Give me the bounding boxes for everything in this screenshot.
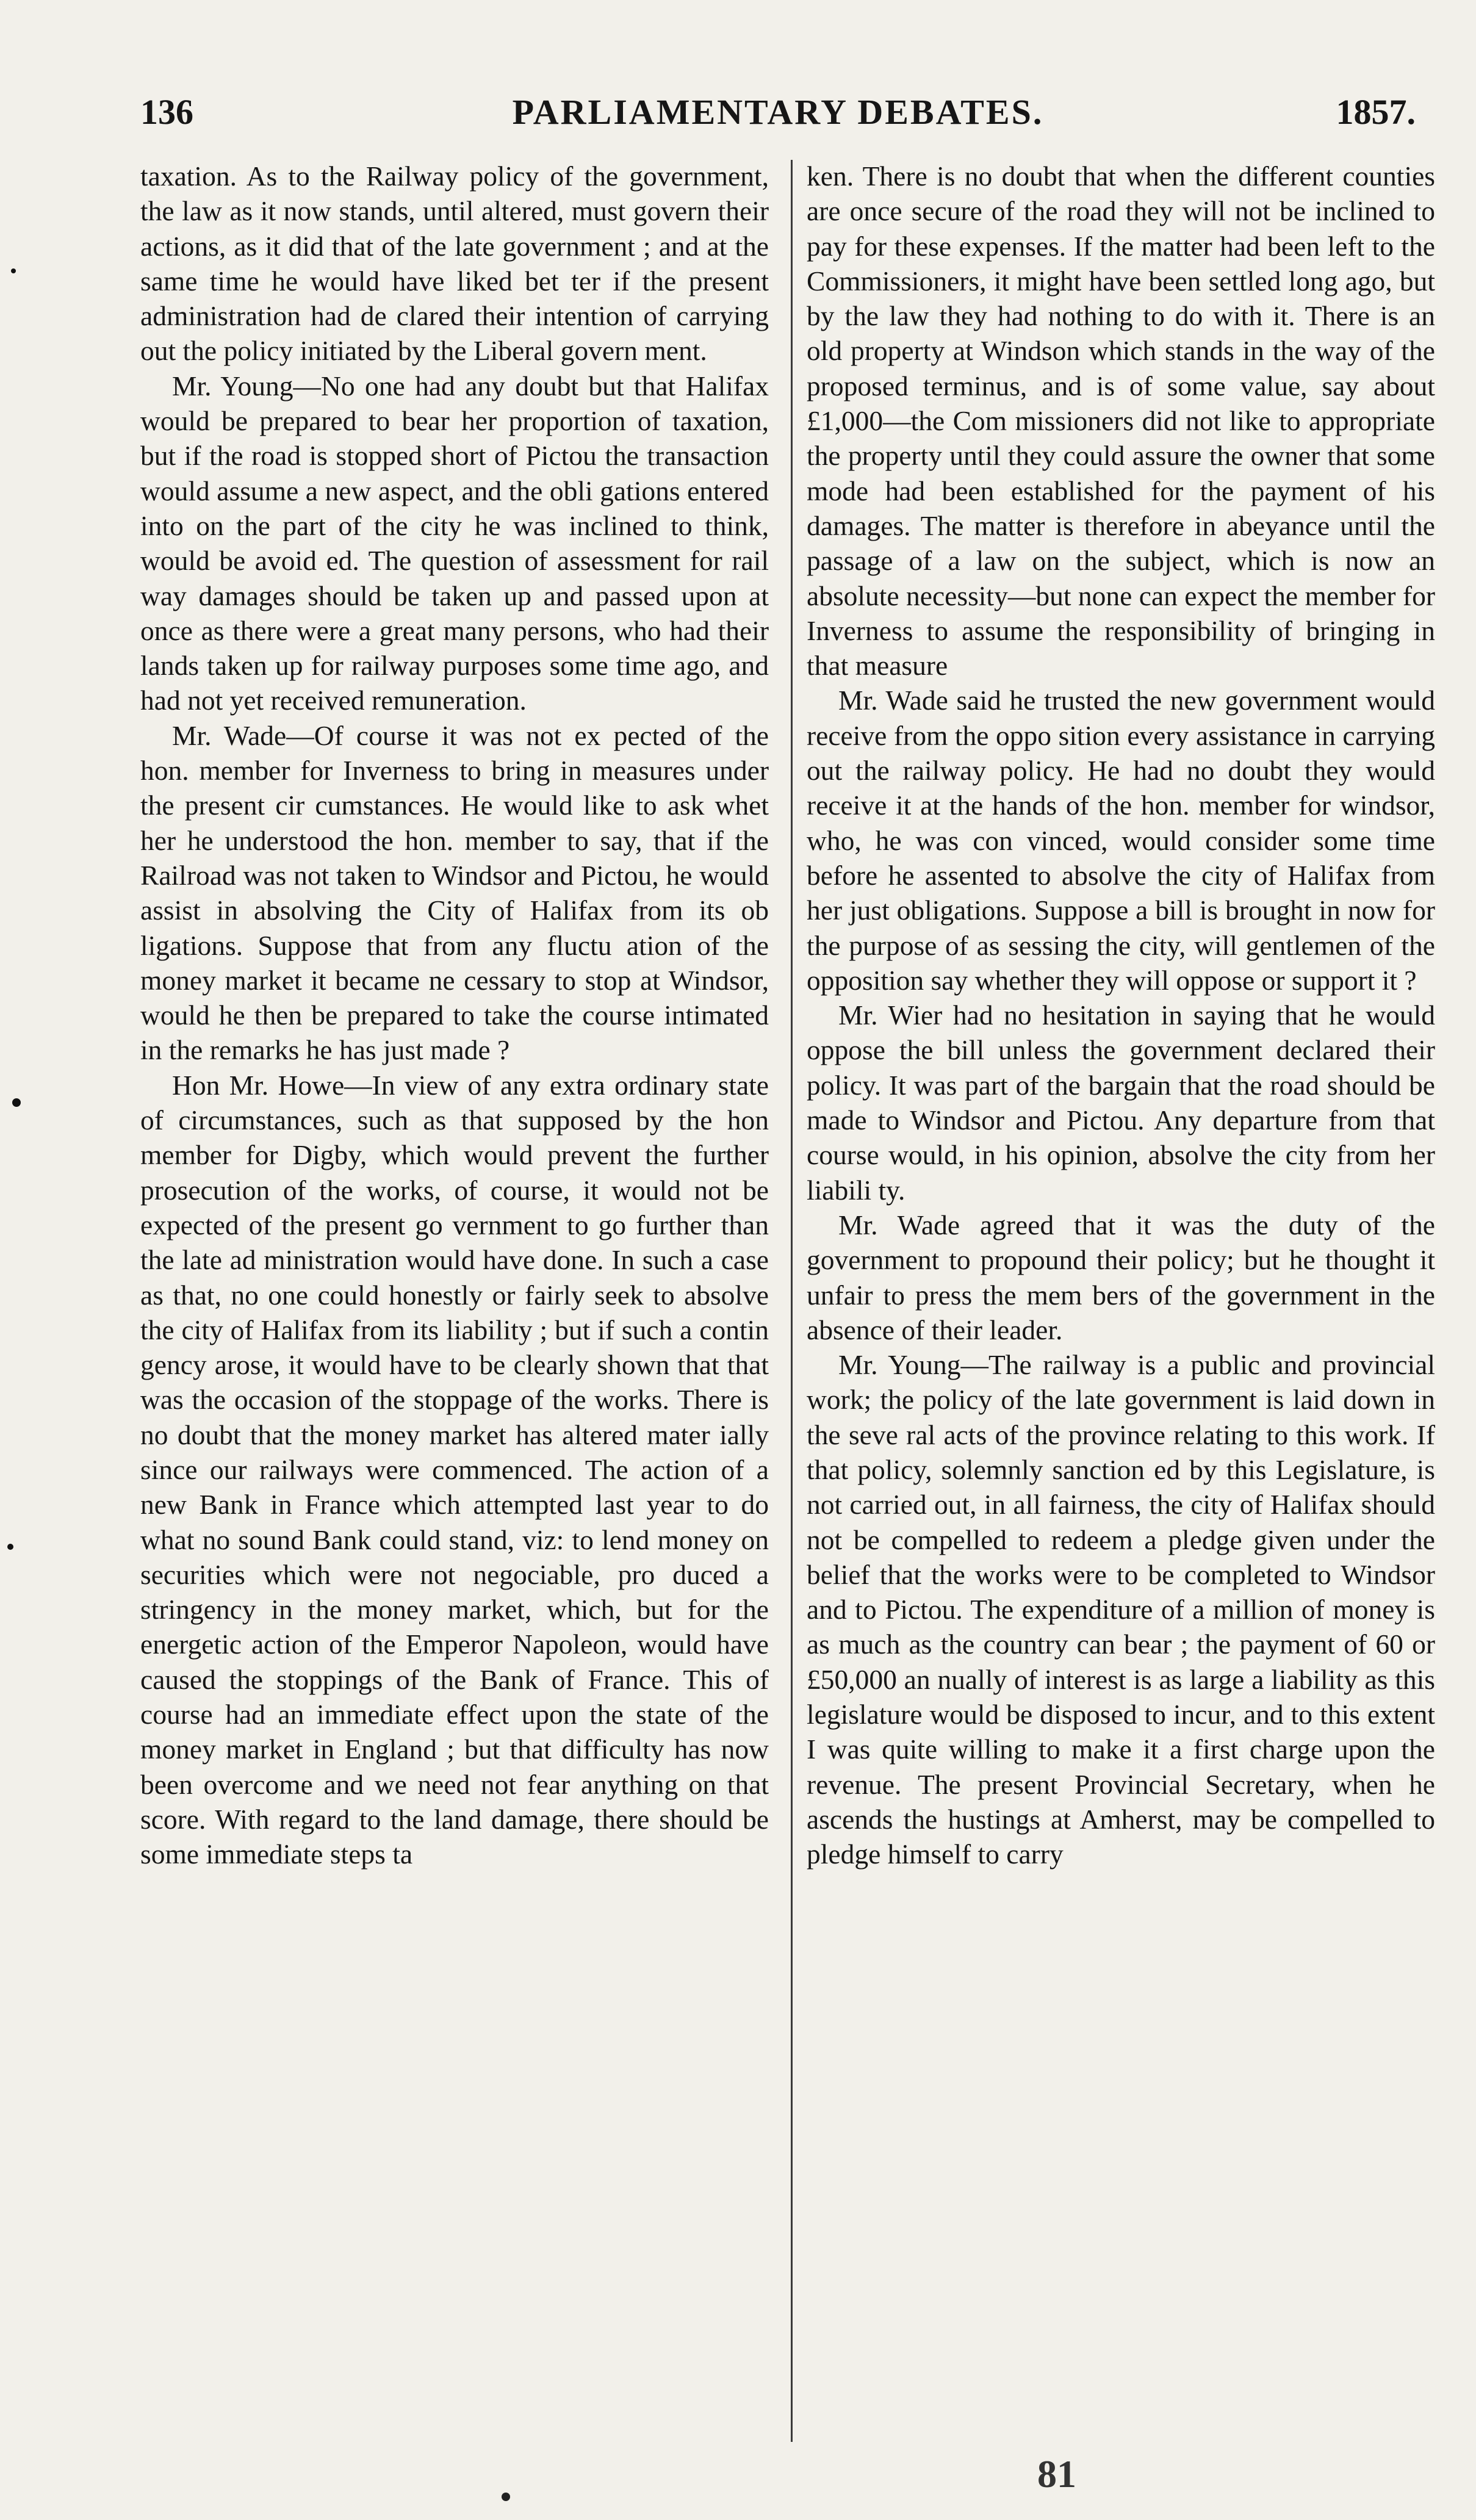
right-text-column [807, 159, 1435, 1872]
column-divider [791, 160, 793, 2442]
paragraph: Mr. Wade agreed that it was the duty of the government to propound their policy; but he thought it unfair to press the mem bers of the government in the absence of their leader. [807, 1209, 1435, 1345]
printer-signature: 81 [1037, 2452, 1076, 2496]
left-text-column [140, 159, 769, 1872]
paragraph: Mr. Young—No one had any doubt but that Halifax would be prepared to bear her proportion of taxation, but if the road is stopped short of Pictou the transaction would assume a new aspect, and the obli gations entered into on the part of the city he was inclined to think, would be avoid ed. The question of assessment for rail way damages should be taken up and passed upon at once as there were a great many persons, who had their lands taken up for railway purposes some time ago, and had not yet received remuneration. [140, 370, 769, 716]
paragraph: ken. There is no doubt that when the different counties are once secure of the road they will not be inclined to pay for these expenses. If the matter had been left to the Commissioners, it might have been settled long ago, but by the law they had nothing to do with it. There is an old property at Windson which stands in the way of the proposed terminus, and is of some value, say about £1,000—the Com missioners did not like to appropriate the property until they could assure the owner that some mode had been established for the payment of his damages. The matter is therefore in abeyance until the passage of a law on the subject, which is now an absolute necessity—but none can expect the member for Inverness to assume the responsibility of bringing in that measure [807, 160, 1435, 682]
paragraph: taxation. As to the Railway policy of the government, the law as it now stands, until altered, must govern their actions, as it did that of the late government ; and at the same time he would have liked bet ter if the present administration had de clared their intention of carrying out the policy initiated by the Liberal govern ment. [140, 160, 769, 367]
paragraph: Hon Mr. Howe—In view of any extra ordinary state of circumstances, such as that supposed by the hon member for Digby, which would prevent the further prosecution of the works, of course, it would not be expected of the present go vernment to go further than the late ad ministration would have done. In such a case as that, no one could honestly or fairly seek to absolve the city of Halifax from its liability ; but if such a contin gency arose, it would have to be clearly shown that that was the occasion of the stoppage of the works. There is no doubt that the money market has altered mater ially since our railways were commenced. The action of a new Bank in France which attempted last year to do what no sound Bank could stand, viz: to lend money on securities which were not negociable, pro duced a stringency in the money market, which, but for the energetic action of the Emperor Napoleon, would have caused the stoppings of the Bank of France. This of course had an immediate effect upon the state of the money market in England ; but that difficulty has now been overcome and we need not fear anything on that score. With regard to the land damage, there should be some immediate steps ta [140, 1069, 769, 1870]
paragraph: Mr. Young—The railway is a public and provincial work; the policy of the late government is laid down in the seve ral acts of the province relating to this work. If that policy, solemnly sanction ed by this Legislature, is not carried out, in all fairness, the city of Halifax should not be compelled to redeem a pledge given under the belief that the works were to be completed to Windsor and to Pictou. The expenditure of a million of money is as much as the country can bear ; the payment of 60 or £50,000 an nually of interest is as large a liability as this legislature would be disposed to incur, and to this extent I was quite willing to make it a first charge upon the revenue. The present Provincial Secretary, when he ascends the hustings at Amherst, may be compelled to pledge himself to carry [807, 1349, 1435, 1870]
page-number: 136 [140, 92, 193, 132]
margin-speck [12, 1098, 21, 1107]
page-header [140, 92, 1416, 146]
running-title: PARLIAMENTARY DEBATES. [512, 92, 1044, 132]
footer-speck [502, 2493, 510, 2501]
paragraph: Mr. Wade—Of course it was not ex pected of the hon. member for Inverness to bring in measures under the present cir cumstances. He would like to ask whet her he understood the hon. member to say, that if the Railroad was not taken to Windsor and Pictou, he would assist in absolving the City of Halifax from its ob ligations. Suppose that from any fluctu ation of the money market it became ne cessary to stop at Windsor, would he then be prepared to take the course intimated in the remarks he has just made ? [140, 719, 769, 1066]
header-year: 1857. [1336, 92, 1416, 132]
margin-speck [7, 1544, 13, 1550]
margin-speck [11, 268, 16, 273]
paragraph: Mr. Wier had no hesitation in saying that he would oppose the bill unless the government declared their policy. It was part of the bargain that the road should be made to Windsor and Pictou. Any departure from that course would, in his opinion, absolve the city from her liabili ty. [807, 999, 1435, 1206]
paragraph: Mr. Wade said he trusted the new government would receive from the oppo sition every assistance in carrying out the railway policy. He had no doubt they would receive it at the hands of the hon. member for windsor, who, he was con vinced, would consider some time before he assented to absolve the city of Halifax from her just obligations. Suppose a bill is brought in now for the purpose of as sessing the city, will gentlemen of the opposition say whether they will oppose or support it ? [807, 685, 1435, 996]
